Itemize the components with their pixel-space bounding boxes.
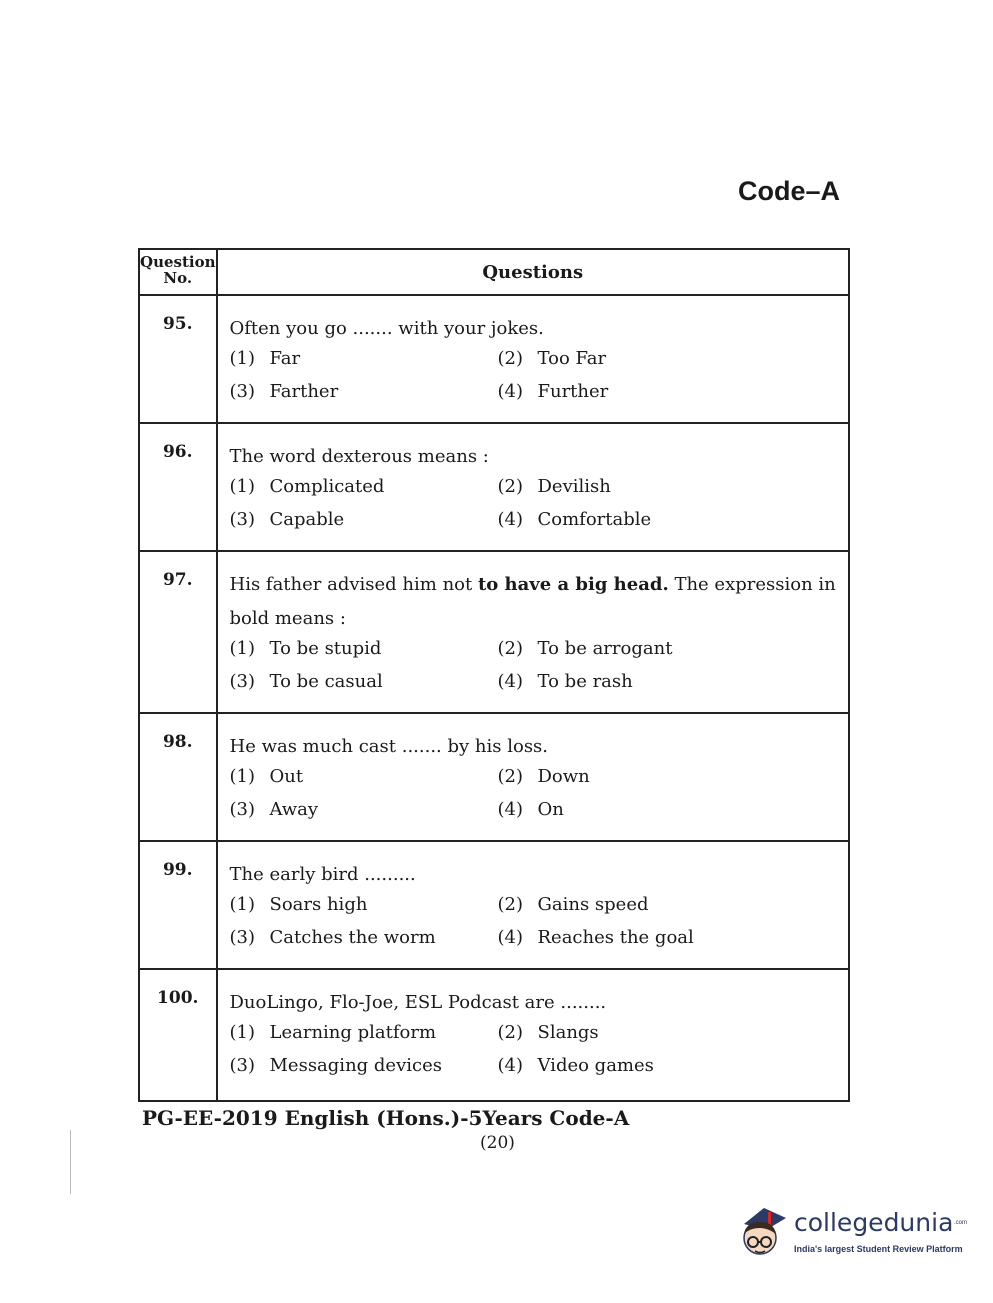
option: (4) Video games xyxy=(497,1055,654,1076)
option: (3) Capable xyxy=(229,509,345,530)
collegedunia-logo[interactable] xyxy=(734,1196,968,1266)
question-stem: His father advised him not to have a big head. The expression in bold means : xyxy=(229,574,836,629)
question-body xyxy=(217,423,850,551)
option: (2) Devilish xyxy=(497,476,611,497)
question-body xyxy=(217,551,850,713)
option: (3) To be casual xyxy=(229,671,383,692)
page-number: (20) xyxy=(480,1133,515,1153)
option: (1) Far xyxy=(229,348,301,369)
option: (2) Down xyxy=(497,766,590,787)
option: (2) Gains speed xyxy=(497,894,649,915)
option: (2) Slangs xyxy=(497,1022,599,1043)
column-header-questions: Questions xyxy=(217,249,850,295)
question-body xyxy=(217,295,850,423)
option: (4) Reaches the goal xyxy=(497,927,694,948)
option: (1) Out xyxy=(229,766,304,787)
table-header-row xyxy=(139,249,849,295)
question-row xyxy=(139,295,849,423)
option: (1) Complicated xyxy=(229,476,385,497)
scan-artifact-line xyxy=(70,1130,71,1194)
footer-exam-code: PG-EE-2019 English (Hons.)-5Years Code-A xyxy=(142,1106,630,1130)
question-stem: DuoLingo, Flo-Joe, ESL Podcast are ........ xyxy=(229,992,607,1013)
option: (2) To be arrogant xyxy=(497,638,673,659)
option: (4) Comfortable xyxy=(497,509,652,530)
mascot-icon xyxy=(734,1196,792,1262)
bold-expression: to have a big head. xyxy=(477,574,669,595)
option: (1) Soars high xyxy=(229,894,368,915)
question-number: 100. xyxy=(139,969,217,1101)
option: (3) Away xyxy=(229,799,318,820)
logo-domain: .com xyxy=(954,1220,968,1226)
logo-tagline: India's largest Student Review Platform xyxy=(794,1244,963,1254)
question-stem: He was much cast ....... by his loss. xyxy=(229,736,549,757)
option: (3) Farther xyxy=(229,381,339,402)
question-row xyxy=(139,423,849,551)
option: (1) To be stupid xyxy=(229,638,382,659)
option: (4) To be rash xyxy=(497,671,633,692)
questions-table xyxy=(138,248,850,1102)
option: (4) On xyxy=(497,799,564,820)
option: (4) Further xyxy=(497,381,609,402)
option: (3) Catches the worm xyxy=(229,927,436,948)
column-header-question-no: Question No. xyxy=(139,249,217,295)
question-number: 99. xyxy=(139,841,217,969)
question-row xyxy=(139,841,849,969)
question-body xyxy=(217,713,850,841)
option: (1) Learning platform xyxy=(229,1022,437,1043)
question-row xyxy=(139,713,849,841)
question-number: 98. xyxy=(139,713,217,841)
question-stem: Often you go ....... with your jokes. xyxy=(229,318,544,339)
question-body xyxy=(217,841,850,969)
option: (2) Too Far xyxy=(497,348,607,369)
question-body xyxy=(217,969,850,1101)
question-stem: The early bird ......... xyxy=(229,864,416,885)
option: (3) Messaging devices xyxy=(229,1055,442,1076)
question-number: 95. xyxy=(139,295,217,423)
logo-wordmark: collegedunia xyxy=(794,1208,954,1237)
question-number: 96. xyxy=(139,423,217,551)
code-label-top: Code–A xyxy=(738,176,841,206)
question-number: 97. xyxy=(139,551,217,713)
question-row xyxy=(139,969,849,1101)
question-row xyxy=(139,551,849,713)
question-stem: The word dexterous means : xyxy=(229,446,489,467)
